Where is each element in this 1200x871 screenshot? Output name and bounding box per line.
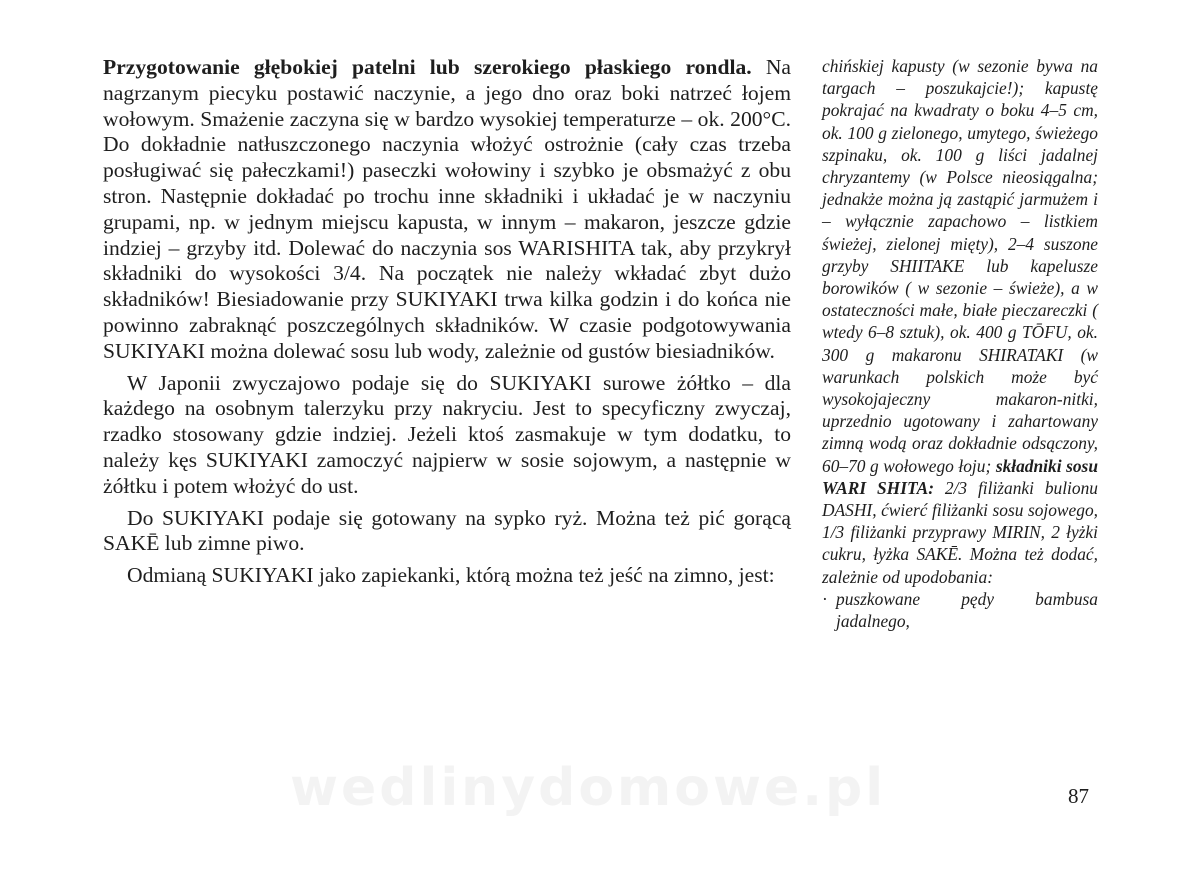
ingredients-text-a: chińskiej kapusty (w sezonie bywa na targach – poszukajcie!); kapustę pokrajać na kwadraty o boku 4–5 cm, ok. 100 g zielonego, umytego, świeżego szpinaku, ok. 100 g liści jadalnej chryzantemy (w Polsce nieosiągalna; jednakże można ją zastąpić jarmużem i – wyłącznie zapachowo – listkiem świeżej, zielonej mięty), 2–4 suszone grzyby SHIITAKE lub kapelusze borowików ( w sezonie – świeże), a w ostateczności małe, białe pieczareczki ( wtedy 6–8 sztuk), ok. 400 g TŌFU, ok. 300 g makaronu SHIRATAKI (w warunkach polskich może być wysokojajeczny makaron-nitki, uprzednio ugotowany i zahartowany zimną wodą oraz dokładnie odsączony, 60–70 g wołowego łoju; (822, 56, 1098, 476)
ingredients-side-column (822, 55, 1098, 632)
page-number: 87 (1068, 784, 1089, 808)
watermark: wedlinydomowe.pl (290, 758, 887, 818)
ingredients-text (822, 55, 1098, 588)
paragraph-4: Odmianą SUKIYAKI jako zapiekanki, którą można też jeść na zimno, jest: (127, 563, 775, 588)
main-text-column (103, 55, 791, 589)
optional-ingredients-list (822, 588, 1098, 632)
bullet-symbol: · (822, 588, 828, 609)
paragraph-1-heading: Przygotowanie głębokiej patelni lub szerokiego płaskiego rondla. (103, 55, 752, 79)
paragraph-1-body: Na nagrzanym piecyku postawić naczynie, a jego dno oraz boki natrzeć łojem wołowym. Smażenie zaczyna się w bardzo wysokiej temperaturze – ok. 200°C. Do dokładnie natłuszczonego naczynia włożyć ostrożnie (cały czas trzeba posługiwać się pałeczkami!) paseczki wołowiny i szybko je obsmażyć z obu stron. Następnie dokładać po trochu inne składniki i układać je w naczyniu grupami, np. w jednym miejscu kapusta, w innym – makaron, jeszcze gdzie indziej – grzyby itd. Dolewać do naczynia sos WARISHITA tak, aby przykrył składniki do wysokości 3/4. Na początek nie należy wkładać zbyt dużo składników! Biesiadowanie przy SUKIYAKI trwa kilka godzin i do końca nie powinno zabraknąć poszczególnych składników. W czasie podgotowywania SUKIYAKI można dolewać sosu lub wody, zależnie od gustów biesiadników. (103, 55, 792, 363)
list-item-text: puszkowane pędy bambusa jadalnego, (836, 588, 1098, 632)
sauce-ingredients-heading: składniki sosu WARI SHITA: (822, 455, 1098, 498)
ingredients-text-b: 2/3 filiżanki bulionu DASHI, ćwierć filiżanki sosu sojowego, 1/3 filiżanki przyprawy MIRIN, 2 łyżki cukru, łyżka SAKĒ. Można też dodać, zależnie od upodobania: (822, 477, 1098, 587)
paragraph-1 (103, 55, 791, 365)
list-item (822, 588, 1098, 632)
paragraph-3: Do SUKIYAKI podaje się gotowany na sypko ryż. Można też pić gorącą SAKĒ lub zimne piwo. (103, 505, 791, 556)
paragraph-2: W Japonii zwyczajowo podaje się do SUKIYAKI surowe żółtko – dla każdego na osobnym talerzyku przy nakryciu. Jest to specyficzny zwyczaj, rzadko stosowany gdzie indziej. Jeżeli ktoś zasmakuje w tym dodatku, to należy kęs SUKIYAKI zamoczyć najpierw w sosie sojowym, a następnie w żółtku i potem włożyć do ust. (103, 370, 791, 498)
